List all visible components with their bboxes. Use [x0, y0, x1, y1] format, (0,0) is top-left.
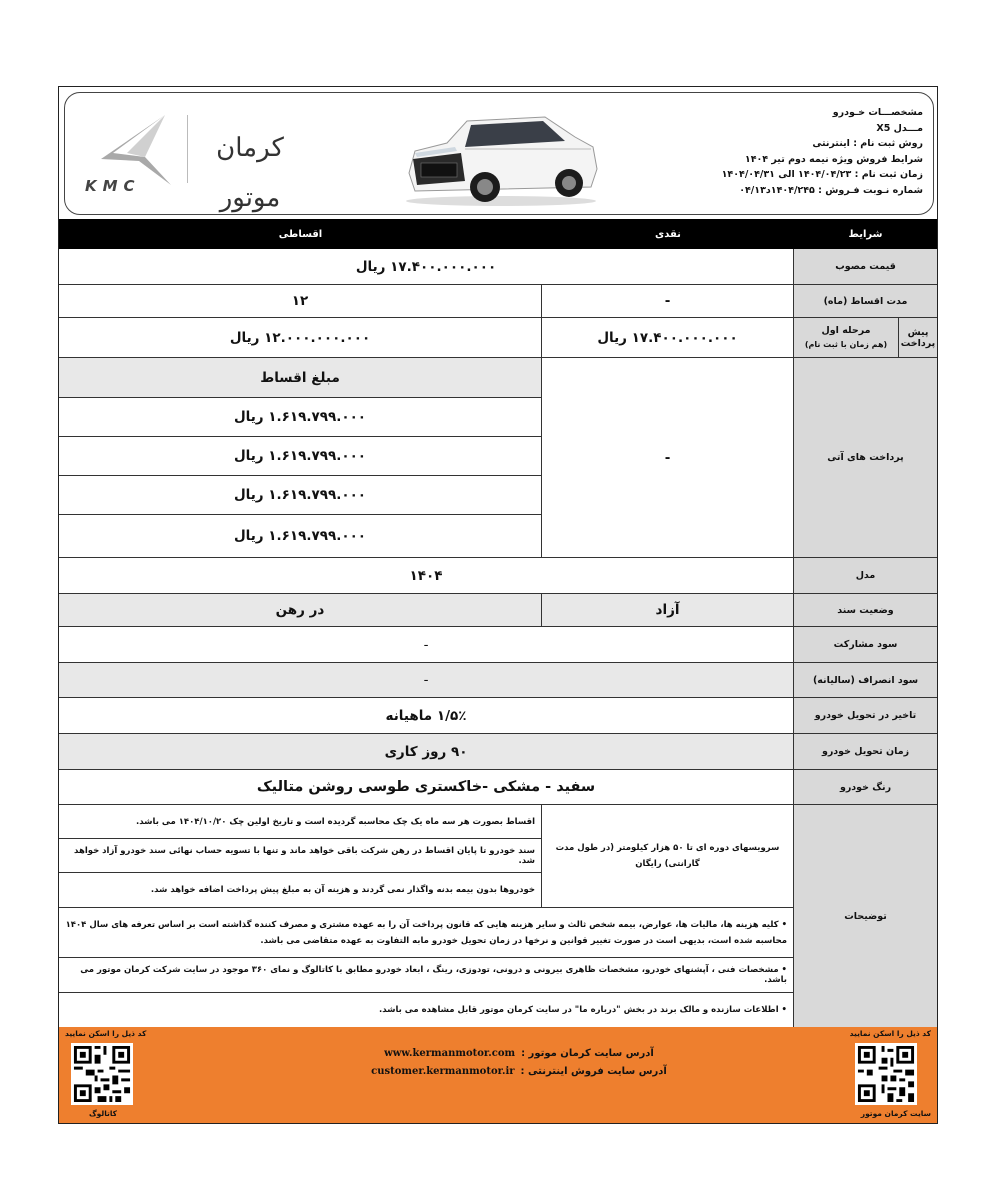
inst-note: خودروها بدون بیمه بدنه واگذار نمی گردند و هزینه آن به مبلغ پیش پرداخت اضافه خواهد شد.	[150, 885, 535, 895]
cancel-label: سود انصراف (سالیانه)	[793, 663, 937, 697]
header-conditions: شرایط	[848, 228, 883, 240]
delay-row	[59, 698, 937, 734]
partnership-row	[59, 627, 937, 663]
service-note: سرویسهای دوره ای تا ۵۰ هزار کیلومتر (در طول مدت گارانتی) رایگان	[541, 805, 793, 907]
delay-value: ۱/۵٪ ماهیانه	[385, 707, 467, 724]
prepay-row	[59, 318, 937, 358]
future-installments	[59, 358, 541, 557]
cancel-value: -	[423, 672, 429, 688]
footer	[59, 1027, 937, 1123]
qr-code-icon[interactable]	[71, 1043, 133, 1105]
inst-note: سند خودرو تا پایان اقساط در رهن شرکت باقی خواهد ماند و تنها با تسویه حساب نهائی سند خودرو آزاد خواهد شد.	[59, 839, 541, 873]
header-installment: اقساطی	[278, 228, 323, 240]
duration-row	[59, 285, 937, 318]
prepay-sub1: مرحله اول	[821, 324, 871, 336]
price-label: قیمت مصوب	[793, 249, 937, 284]
footer-addresses	[359, 1045, 679, 1081]
inst-amount: ۱.۶۱۹.۷۹۹.۰۰۰ ریال	[59, 398, 541, 437]
notes-body	[59, 805, 793, 1027]
duration-label: مدت اقساط (ماه)	[793, 285, 937, 317]
spec-title: مشخصـــات خـودرو	[832, 107, 923, 118]
cancel-row	[59, 663, 937, 698]
scan-left-text: کد ذیل را اسکن نمایید	[65, 1029, 147, 1038]
general-note: • کلیه هزینه ها، مالیات ها، عوارض، بیمه شخص ثالث و سایر هزینه هایی که قانون پرداخت آن را به عهده مشتری و مصرف کننده گذاشته است بر اساس تعرفه های سال ۱۴۰۴ محاسبه شده است، بدیهی است در صورت تغییر قوانین و نرخها در زمان تحویل خودرو مابه التفاوت به عهده متقاضی می باشد.	[59, 908, 793, 958]
price-value: ۱۷.۴۰۰.۰۰۰.۰۰۰ ریال	[355, 258, 497, 275]
spec-model: مـــدل X5	[876, 122, 923, 134]
notes-label: توضیحات	[793, 805, 937, 1027]
conditions-table	[59, 219, 937, 1027]
future-label: پرداخت های آتی	[793, 358, 937, 557]
delay-label: تاخیر در تحویل خودرو	[793, 698, 937, 733]
delivery-label: زمان تحویل خودرو	[793, 734, 937, 769]
spec-block	[723, 105, 923, 198]
doc-status-row	[59, 594, 937, 627]
inst-amount: ۱.۶۱۹.۷۹۹.۰۰۰ ریال	[59, 437, 541, 476]
kmc-logo-icon	[83, 113, 183, 195]
prepay-cash: ۱۷.۴۰۰.۰۰۰.۰۰۰ ریال	[541, 318, 793, 357]
inst-note: اقساط بصورت هر سه ماه یک چک محاسبه گردیده است و تاریخ اولین چک ۱۴۰۴/۱۰/۲۰ می باشد.	[59, 805, 541, 839]
spec-conditions: شرایط فروش ویژه نیمه دوم تیر ۱۴۰۴	[744, 153, 923, 165]
doc-status-installment: در رهن	[275, 602, 325, 618]
prepay-label	[793, 318, 937, 357]
sale-line	[359, 1063, 679, 1081]
model-year-row	[59, 558, 937, 594]
site-url[interactable]: www.kermanmotor.com	[384, 1048, 516, 1059]
color-row	[59, 770, 937, 805]
logo-divider	[187, 115, 188, 183]
model-year-value: ۱۴۰۴	[409, 567, 443, 584]
site-label: آدرس سایت کرمان موتور :	[521, 1048, 654, 1059]
prepay-installment: ۱۲.۰۰۰.۰۰۰.۰۰۰ ریال	[229, 329, 371, 346]
duration-installment: ۱۲	[291, 293, 309, 309]
scan-right-text: کد ذیل را اسکن نمایید	[849, 1029, 931, 1038]
caption-left: کاتالوگ	[89, 1109, 118, 1118]
inst-notes	[59, 805, 541, 907]
inst-amount-header: مبلغ اقساط	[59, 358, 541, 398]
site-line	[359, 1045, 679, 1063]
partnership-value: -	[423, 636, 429, 653]
header-cash: نقدی	[655, 228, 681, 240]
delivery-value: ۹۰ روز کاری	[384, 743, 468, 760]
sale-url[interactable]: customer.kermanmotor.ir	[371, 1066, 515, 1077]
notes-top	[59, 805, 793, 908]
notes-row	[59, 805, 937, 1027]
color-value: سفید - مشکی -خاکستری طوسی روشن متالیک	[256, 779, 596, 795]
price-row	[59, 249, 937, 285]
spec-reg-method: روش ثبت نام : اینترنتی	[812, 138, 923, 149]
inst-amount: ۱.۶۱۹.۷۹۹.۰۰۰ ریال	[233, 528, 367, 544]
delivery-row	[59, 734, 937, 770]
qr-code-icon[interactable]	[855, 1043, 917, 1105]
prepay-label-main: پیش پرداخت	[898, 318, 937, 357]
inst-amount: ۱.۶۱۹.۷۹۹.۰۰۰ ریال	[59, 476, 541, 515]
partnership-label: سود مشارکت	[793, 627, 937, 662]
spec-reg-time: زمان ثبت نام : ۱۴۰۴/۰۴/۲۳ الی ۱۴۰۴/۰۴/۳۱	[721, 169, 923, 180]
duration-cash: -	[541, 285, 793, 317]
kerman-motor-logo: کرمان موتور	[216, 133, 284, 213]
model-year-label: مدل	[793, 558, 937, 593]
prepay-label-sub	[794, 324, 898, 352]
doc-status-label: وضعیت سند	[793, 594, 937, 626]
color-label: رنگ خودرو	[793, 770, 937, 804]
general-note: • مشخصات فنی ، آپشنهای خودرو، مشخصات ظاهری بیرونی و درونی، تودوزی، رینگ ، ابعاد خودرو مطابق با کاتالوگ و نمای ۳۶۰ موجود در سایت شرکت کرمان موتور می باشد.	[59, 958, 793, 993]
sale-label: آدرس سایت فروش اینترنتی :	[520, 1066, 667, 1077]
header-box	[64, 92, 934, 215]
future-row	[59, 358, 937, 558]
future-cash: -	[541, 358, 793, 557]
spec-sale-no: شماره نـوبت فـروش : ۱۴۰۴/۲۴۵د۰۴/۱۳	[739, 184, 923, 196]
car-image	[395, 103, 607, 208]
price-sheet	[58, 86, 938, 1124]
general-note: • اطلاعات سازنده و مالک برند در بخش "درباره ما" در سایت کرمان موتور قابل مشاهده می باشد.	[378, 1005, 787, 1015]
prepay-sub2: (هم زمان با ثبت نام)	[804, 339, 888, 349]
doc-status-cash: آزاد	[541, 594, 793, 626]
table-header-row	[59, 219, 937, 249]
caption-right: سایت کرمان موتور	[860, 1109, 931, 1118]
kmc-logo-text: KMC	[85, 177, 141, 195]
